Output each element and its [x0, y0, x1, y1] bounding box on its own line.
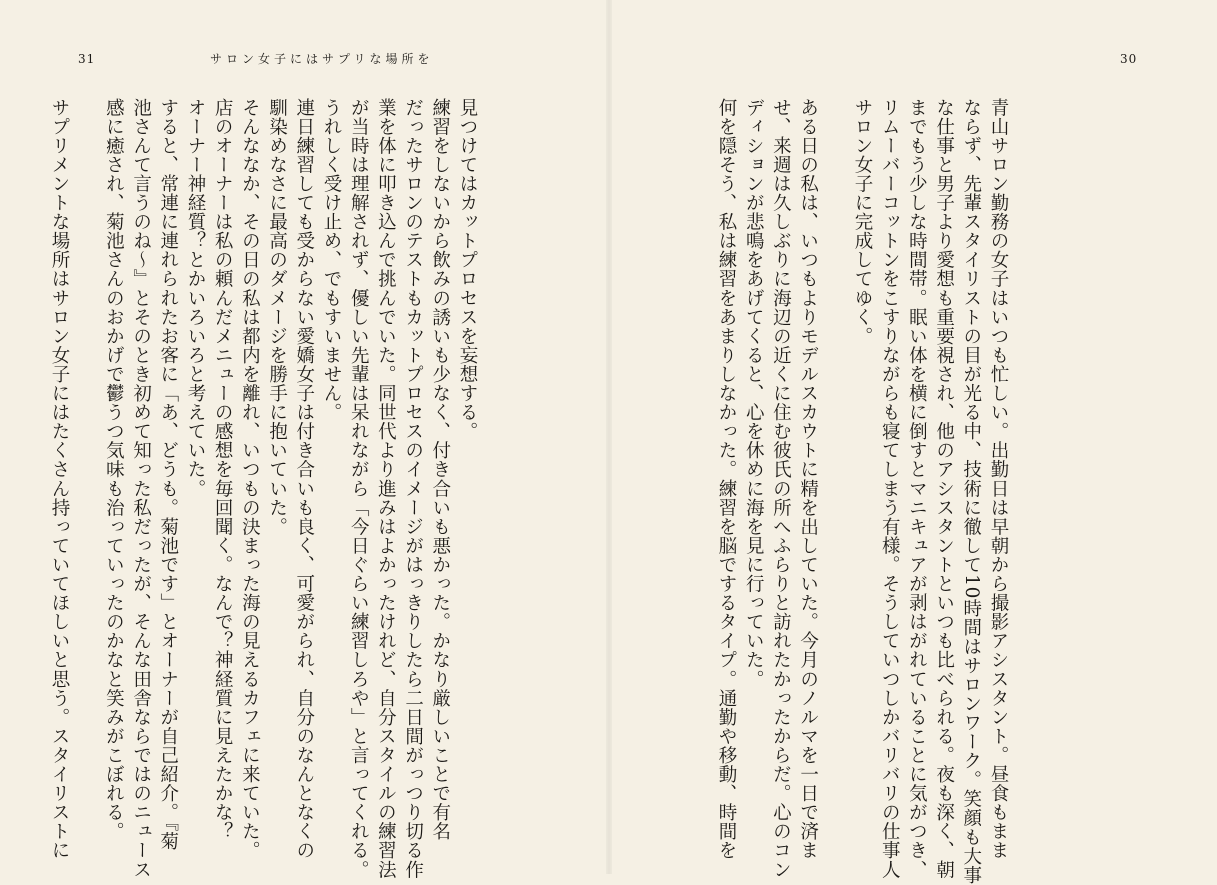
text-line: な仕事と男子より愛想も重要視され、他のアシスタントといつも比べられる。夜も深く、朝 — [933, 98, 955, 880]
text-line: せ、来週は久しぶりに海辺の近くに住む彼氏の所へふらりと訪れたかったからだ。心のコン — [770, 98, 792, 880]
text-line: が当時は理解されず、優しい先輩は呆れながら「今日ぐらい練習しろや」と言ってくれる。 — [348, 98, 370, 880]
text-line: そんななか、その日の私は都内を離れ、いつもの決まった海の見えるカフェに来ていた。 — [239, 98, 261, 860]
text-line: だったサロンのテストもカットプロセスのイメージがはっきりしたら二日間がっつり切る作 — [402, 98, 424, 880]
text-line: 何を隠そう、私は練習をあまりしなかった。練習を脳でするタイプ。通勤や移動、時間を — [715, 98, 737, 860]
text-line: 練習をしないから飲みの誘いも少なく、付き合いも悪かった。かなり厳しいことで有名 — [429, 98, 451, 841]
text-line: リムーバーコットンをこすりながらも寝てしまう有様。そうしていつしかバリバリの仕事人 — [879, 98, 901, 880]
text-line: サプリメントな場所はサロン女子にはたくさん持っていてほしいと思う。スタイリストに — [48, 98, 70, 860]
text-line: 連日練習しても受からない愛嬌女子は付き合いも良く、可愛がられ、自分のなんとなくの — [293, 98, 315, 860]
text-line: 店のオーナーは私の頼んだメニューの感想を毎回聞く。なんで？神経質に見えたかな？ — [212, 98, 234, 841]
text-line: 青山サロン勤務の女子はいつも忙しい。出勤日は早朝から撮影アシスタント。昼食もまま — [988, 98, 1009, 860]
text-line: サロン女子に完成してゆく。 — [851, 98, 873, 346]
left-page-body — [48, 98, 481, 880]
text-line: すると、常連に連れられたお客に「あ、どうも。菊池です」とオーナーが自己紹介。『菊 — [157, 98, 179, 851]
right-page-number: 30 — [1120, 52, 1138, 66]
text-line: までもう少しな時間帯。眠い体を横に倒すとマニキュアが剥はがれていることに気がつき、 — [906, 98, 928, 880]
text-line: ある日の私は、いつもよりモデルスカウトに精を出していた。今月のノルマを一日で済ま — [797, 98, 819, 860]
left-page-number: 31 — [78, 52, 96, 66]
text-line: 見つけてはカットプロセスを妄想する。 — [457, 98, 478, 441]
text-line: 感に癒され、菊池さんのおかげで鬱うつ気味も治っていったのかなと笑みがこぼれる。 — [103, 98, 125, 841]
text-line: 業を体に叩き込んで挑んでいた。同世代より進みはよかったけれど、自分スタイルの練習法 — [375, 98, 397, 880]
paragraph-gap — [73, 98, 100, 858]
text-line: うれしく受け止め、でもすいません。 — [320, 98, 342, 422]
text-line: 池さんて言うのね～』とそのとき初めて知った私だったが、そんな田舎ならではのニュース — [130, 98, 152, 880]
running-head: サロン女子にはサプリな場所を — [210, 52, 434, 66]
text-line: 馴染めなさに最高のダメージを勝手に抱いていた。 — [266, 98, 288, 537]
text-line: ディションが悲鳴をあげてくると、心を休めに海を見に行っていた。 — [743, 98, 765, 689]
paragraph-gap — [822, 98, 849, 858]
text-line: オーナー神経質？とかいろいろと考えていた。 — [184, 98, 206, 499]
right-page-body — [612, 98, 1012, 885]
text-line: ならず、先輩スタイリストの目が光る中、技術に徹して10時間はサロンワーク。笑顔も大事 — [960, 98, 982, 885]
